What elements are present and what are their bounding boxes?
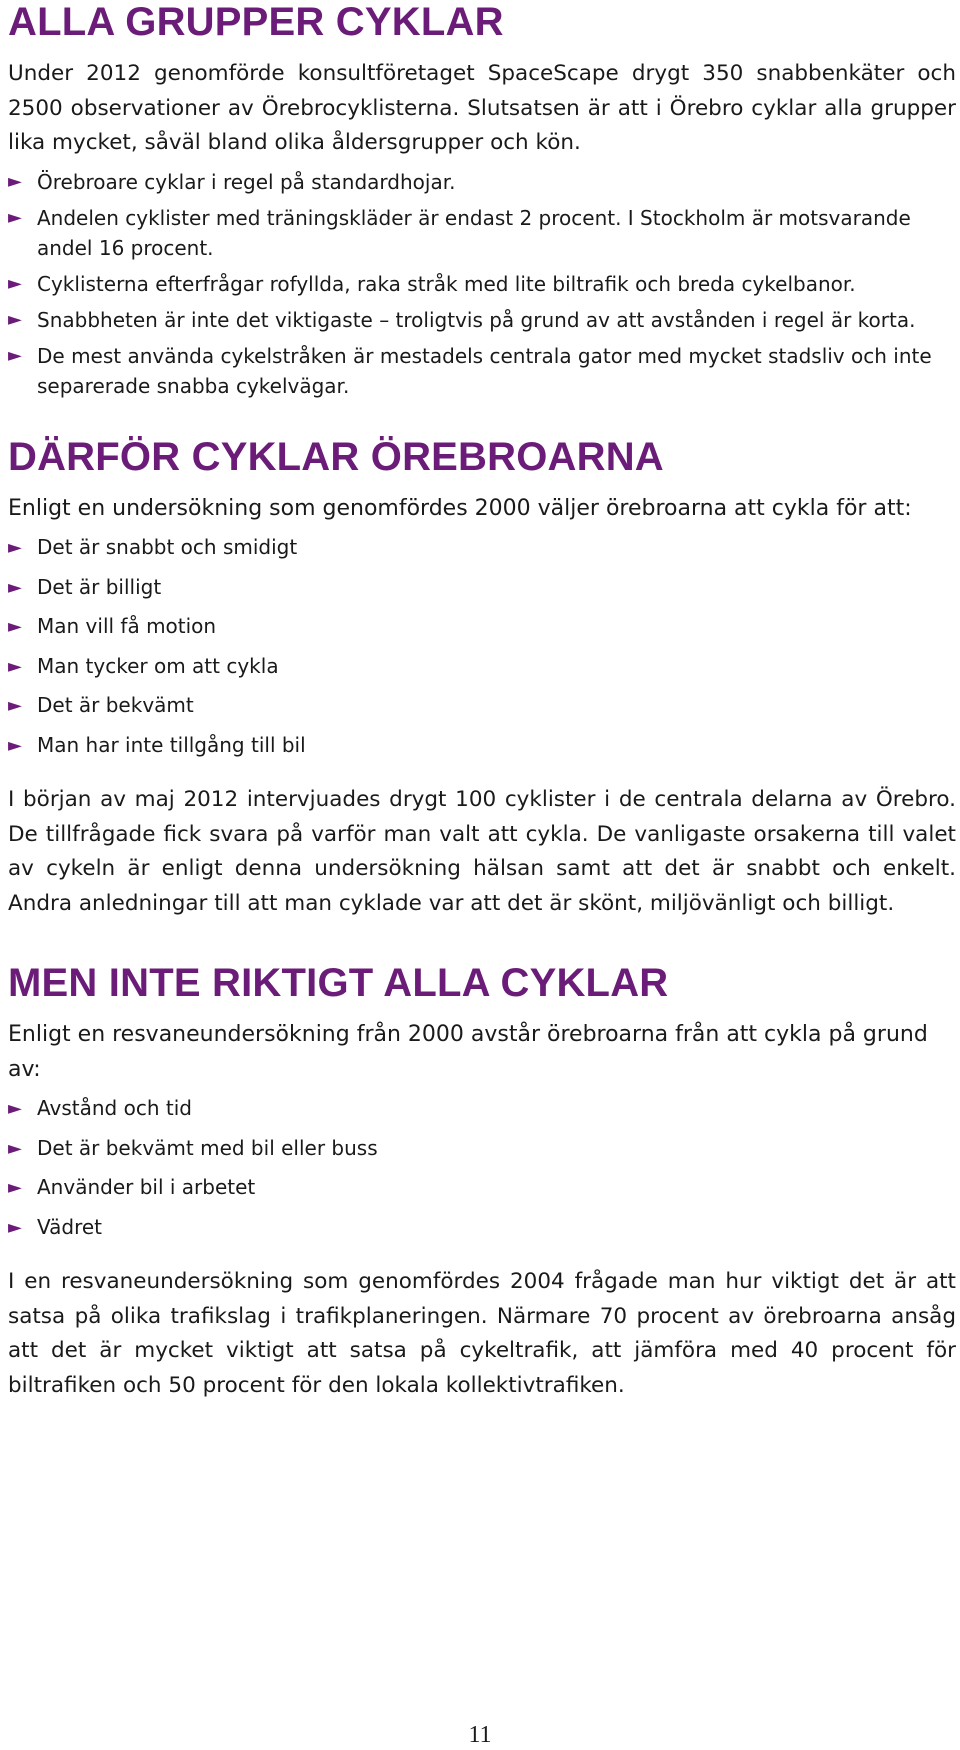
list-item: ► Andelen cyklister med träningskläder är endast 2 procent. I Stockholm är motsvarande andel 16 procent. [8,203,956,263]
bullet-arrow-icon: ► [8,206,22,228]
page-number: 11 [468,1722,492,1748]
list-item: ► Det är snabbt och smidigt [8,528,956,568]
bullet-arrow-icon: ► [8,537,22,558]
bullet-arrow-icon: ► [8,734,22,756]
bullet-list-reasons [8,528,956,765]
section-heading-men-inte-riktigt: MEN INTE RIKTIGT ALLA CYKLAR [8,961,669,1005]
section-heading-alla-grupper: ALLA GRUPPER CYKLAR [8,0,504,44]
bullet-arrow-icon: ► [8,695,22,716]
list-item: ► Snabbheten är inte det viktigaste – troligtvis på grund av att avstånden i regel är korta. [8,305,956,335]
list-item: ► De mest använda cykelstråken är mestadels centrala gator med mycket stadsliv och inte separerade snabba cykelvägar. [8,341,956,401]
bullet-arrow-icon: ► [8,1098,22,1119]
list-item: ► Använder bil i arbetet [8,1168,956,1208]
list-item: ► Det är bekvämt [8,686,956,726]
bullet-arrow-icon: ► [8,1216,22,1238]
section-heading-darfor-cyklar: DÄRFÖR CYKLAR ÖREBROARNA [8,434,664,479]
bullet-arrow-icon: ► [8,344,22,366]
list-item: ► Man tycker om att cykla [8,647,956,687]
bullet-arrow-icon: ► [8,576,22,598]
list-item: ► Man vill få motion [8,607,956,647]
section-paragraph: I en resvaneundersökning som genomfördes 2004 frågade man hur viktigt det är att satsa på olika trafikslag i trafikplaneringen. Närmare 70 procent av örebroarna ansåg att det är mycket viktigt att satsa på cykeltrafik, att jämföra med 40 procent för biltrafiken och 50 procent för den lokala kollektivtrafiken. [8,1269,956,1398]
list-item: ► Det är billigt [8,568,956,608]
bullet-arrow-icon: ► [8,1137,22,1159]
section-intro: Enligt en resvaneundersökning från 2000 avstår örebroarna från att cykla på grund av: [8,1022,928,1082]
bullet-arrow-icon: ► [8,272,22,294]
document-page [8,0,956,1403]
list-item: ► Man har inte tillgång till bil [8,726,956,766]
section-intro: Enligt en undersökning som genomfördes 2000 väljer örebroarna att cykla för att: [8,495,912,521]
bullet-list-barriers [8,1089,956,1247]
list-item: ► Avstånd och tid [8,1089,956,1129]
list-item: ► Örebroare cyklar i regel på standardhojar. [8,167,956,197]
bullet-list-observations [8,167,956,401]
bullet-arrow-icon: ► [8,308,22,330]
section-paragraph: I början av maj 2012 intervjuades drygt 100 cyklister i de centrala delarna av Örebro. De tillfrågade fick svara på varför man valt att cykla. De vanligaste orsakerna till valet av cykeln är enligt denna undersökning hälsan samt att det är snabbt och enkelt. Andra anledningar till att man cyklade var att det är skönt, miljövänligt och billigt. [8,787,956,916]
list-item: ► Det är bekvämt med bil eller buss [8,1129,956,1169]
bullet-arrow-icon: ► [8,170,22,192]
list-item: ► Vädret [8,1208,956,1248]
section-intro: Under 2012 genomförde konsultföretaget SpaceScape drygt 350 snabbenkäter och 2500 observationer av Örebrocyklisterna. Slutsatsen är att i Örebro cyklar alla grupper lika mycket, såväl bland olika åldersgrupper och kön. [8,61,956,155]
bullet-arrow-icon: ► [8,1177,22,1198]
bullet-arrow-icon: ► [8,655,22,677]
list-item: ► Cyklisterna efterfrågar rofyllda, raka stråk med lite biltrafik och breda cykelbanor. [8,269,956,299]
bullet-arrow-icon: ► [8,616,22,637]
